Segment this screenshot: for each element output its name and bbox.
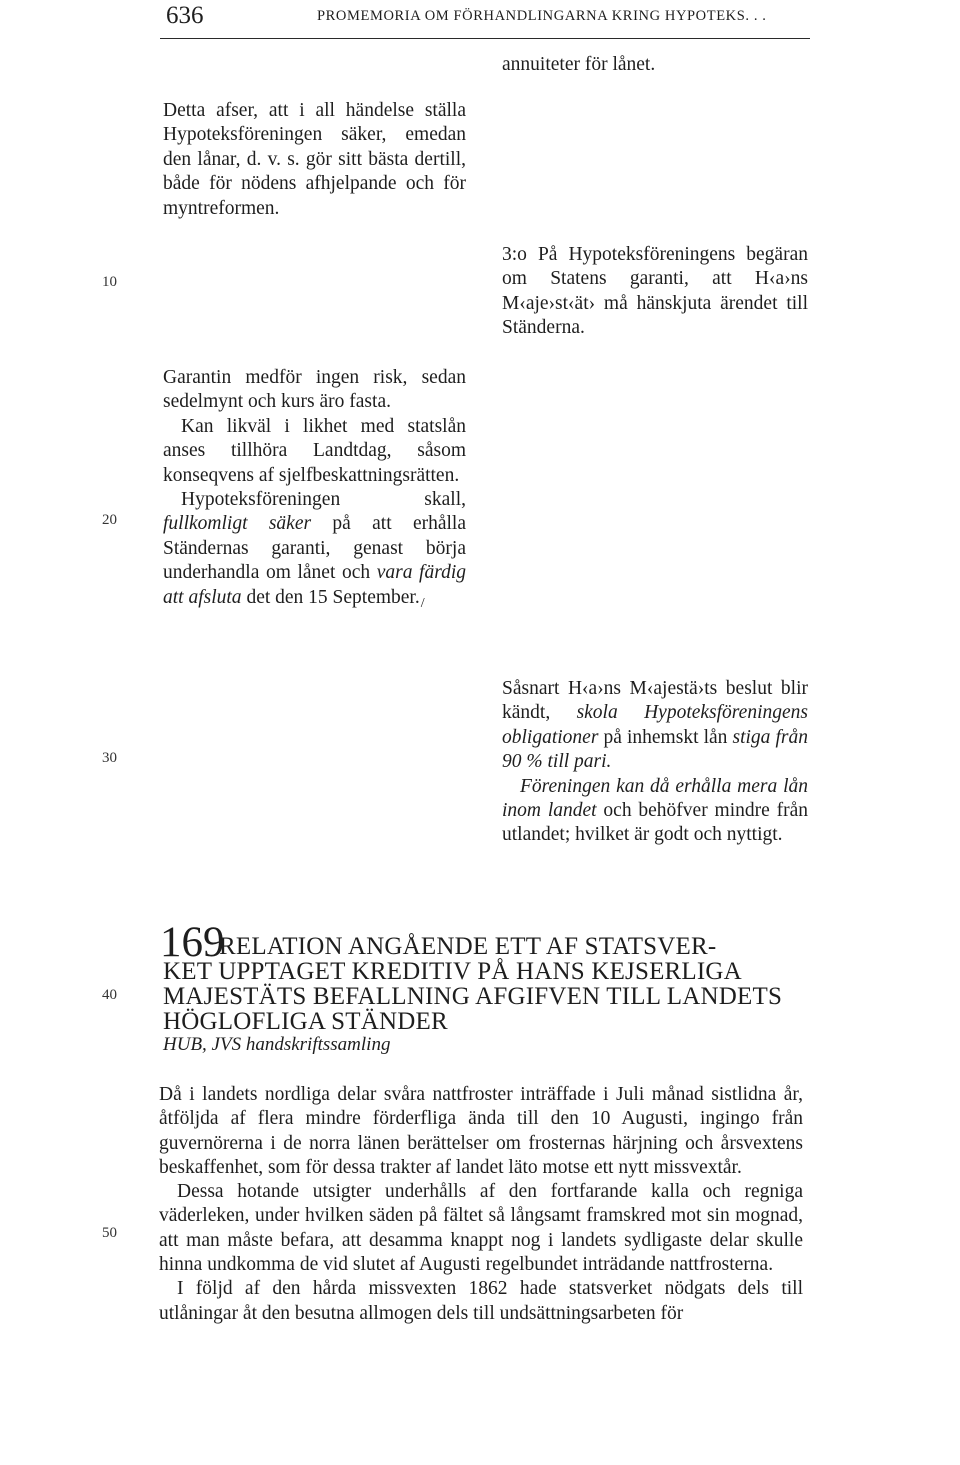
body-paragraph-3: I följd af den hårda missvexten 1862 hade statsverket nödgats dels till utlåningar åt den besutna allmogen dels till undsättningsarbeten för bbox=[159, 1278, 803, 1324]
decision-paragraph-2: Föreningen kan då erhålla mera lån inom landet och behöfver mindre från utlandet; hvilket är godt och nyttigt. bbox=[502, 775, 808, 846]
line-number-40: 40 bbox=[102, 987, 117, 1003]
document-body bbox=[159, 1083, 803, 1326]
right-decision-note bbox=[502, 677, 808, 848]
left-paragraph-2: Garantin medför ingen risk, sedan sedelmynt och kurs äro fasta. bbox=[163, 367, 466, 413]
left-paragraph-4: Hypoteksföreningen skall, fullkomligt säker på att erhålla Ständernas garanti, genast börja underhandla om lånet och vara färdig att afsluta det den 15 $September._/$ bbox=[163, 489, 466, 611]
right-top-line: annuiteter för lånet. bbox=[502, 54, 656, 75]
line-number-30: 30 bbox=[102, 750, 117, 766]
body-paragraph-2: Dessa hotande utsigter underhålls af den fortfarande kalla och regniga väderleken, under hvilken säden på fältet så långsamt framskred mot sin mognad, att man måste befara, att desamma knappt nog i landets sydligaste delar skulle hinna undkomma de vid slutet af Augusti regelbundet inträdande nattfrosterna. bbox=[159, 1181, 803, 1276]
left-paragraph-3: Kan likväl i likhet med statslån anses tillhöra Landtdag, såsom konseqvens af sjelfbeskattningsrätten. bbox=[163, 415, 466, 486]
document-title-continued: KET UPPTAGET KREDITIV PÅ HANS KEJSERLIGA MAJESTÄTS BEFALLNING AFGIFVEN TILL LANDETS HÖGLOFLIGA STÄNDER bbox=[163, 958, 783, 1035]
decision-paragraph-1: Såsnart H‹a›ns M‹ajestä›ts beslut blir kändt, skola Hypoteksföreningens obligationer på inhemskt lån stiga från 90 % till pari. bbox=[502, 678, 808, 773]
page-number: 636 bbox=[166, 2, 204, 29]
line-number-10: 10 bbox=[102, 274, 117, 290]
document-number: 169 bbox=[160, 919, 225, 966]
line-number-20: 20 bbox=[102, 512, 117, 528]
page-header bbox=[160, 0, 810, 39]
left-guarantee-note bbox=[163, 366, 466, 616]
running-head: PROMEMORIA OM FÖRHANDLINGARNA KRING HYPOTEKS. . . bbox=[317, 8, 767, 24]
right-item-3: 3:o På Hypoteksföreningens begäran om Statens garanti, att H‹a›ns M‹aje›st‹ät› må hänskjuta ärendet till Ständerna. bbox=[502, 244, 808, 339]
document-title-line-1: RELATION ANGÅENDE ETT AF STATSVER- bbox=[219, 933, 717, 960]
line-number-50: 50 bbox=[102, 1225, 117, 1241]
body-paragraph-1: Då i landets nordliga delar svåra nattfroster inträffade i Juli månad sistlidna år, åtföljda af flera mindre förderfliga ända till den 10 Augusti, ingingo från guvernörerna i de norra länen berättelser om frosternas härjning och årsvextens beskaffenhet, som för dessa trakter af landet läto motse ett nytt missvextår. bbox=[159, 1084, 803, 1178]
left-paragraph-1: Detta afser, att i all händelse ställa Hypoteksföreningen säker, emedan den lånar, d. v. s. gör sitt bästa dertill, både för nödens afhjelpande och för myntreformen. bbox=[163, 100, 466, 219]
document-source: HUB, JVS handskriftssamling bbox=[163, 1034, 391, 1055]
